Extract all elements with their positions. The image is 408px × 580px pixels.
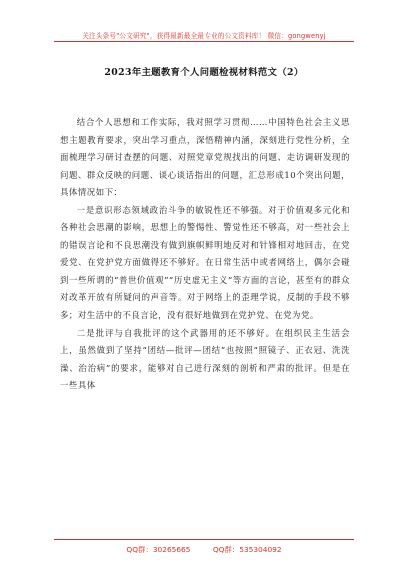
paragraph: 结合个人思想和工作实际，我对照学习贯彻……中国特色社会主义思想主题教育要求，突出学习重点，深悟精神内涵，深刻进行党性分析，全面梳理学习研讨查摆的问题、对照党章党规找出的问题、走访调研发现的问题、群众反映的问题、谈心谈话指出的问题，汇总形成10个突出问题，具体情况如下： bbox=[60, 117, 350, 198]
header-banner: 关注头条号"公文研究"，获得最新最全最专业的公文资料库！ 微信：gongwenyj bbox=[82, 32, 326, 40]
document-body bbox=[60, 114, 350, 395]
header-divider bbox=[54, 41, 354, 42]
footer-divider bbox=[54, 539, 354, 540]
paragraph: 二是批评与自我批评的这个武器用的还不够好。在组织民主生活会上，虽然做到了坚持“团结—批评—团结”也按照“照镜子、正衣冠、洗洗澡、治治病”的要求，能够对自己进行深刻的剖析和严肃的批评。但是在一些具体 bbox=[60, 327, 350, 391]
paragraph: 一是意识形态领域政治斗争的敏锐性还不够强。对于价值观多元化和各种社会思潮的影响，思想上的警惕性、警觉性还不够高，对一些社会上的错误言论和不良思潮没有做到旗帜鲜明地反对和针锋相对地回击，在党爱党、在党护党方面做得还不够好。在日常生活中或者网络上，偶尔会碰到一些所谓的“普世价值观”“历史虚无主义”等方面的言论，甚至有的群众对改革开放有所疑问的声音等。对于网络上的歪理学说，反制的手段不够多；对生活中的不良言论，没有很好地做到在党护党、在党为党。 bbox=[60, 204, 350, 321]
document-title: 2023年主题教育个人问题检视材料范文（2） bbox=[104, 67, 304, 78]
footer-qq-group-1: QQ群：30265665 bbox=[126, 545, 191, 554]
footer-qq-group-2: QQ群：535304092 bbox=[212, 545, 282, 554]
footer-contacts bbox=[0, 544, 408, 555]
